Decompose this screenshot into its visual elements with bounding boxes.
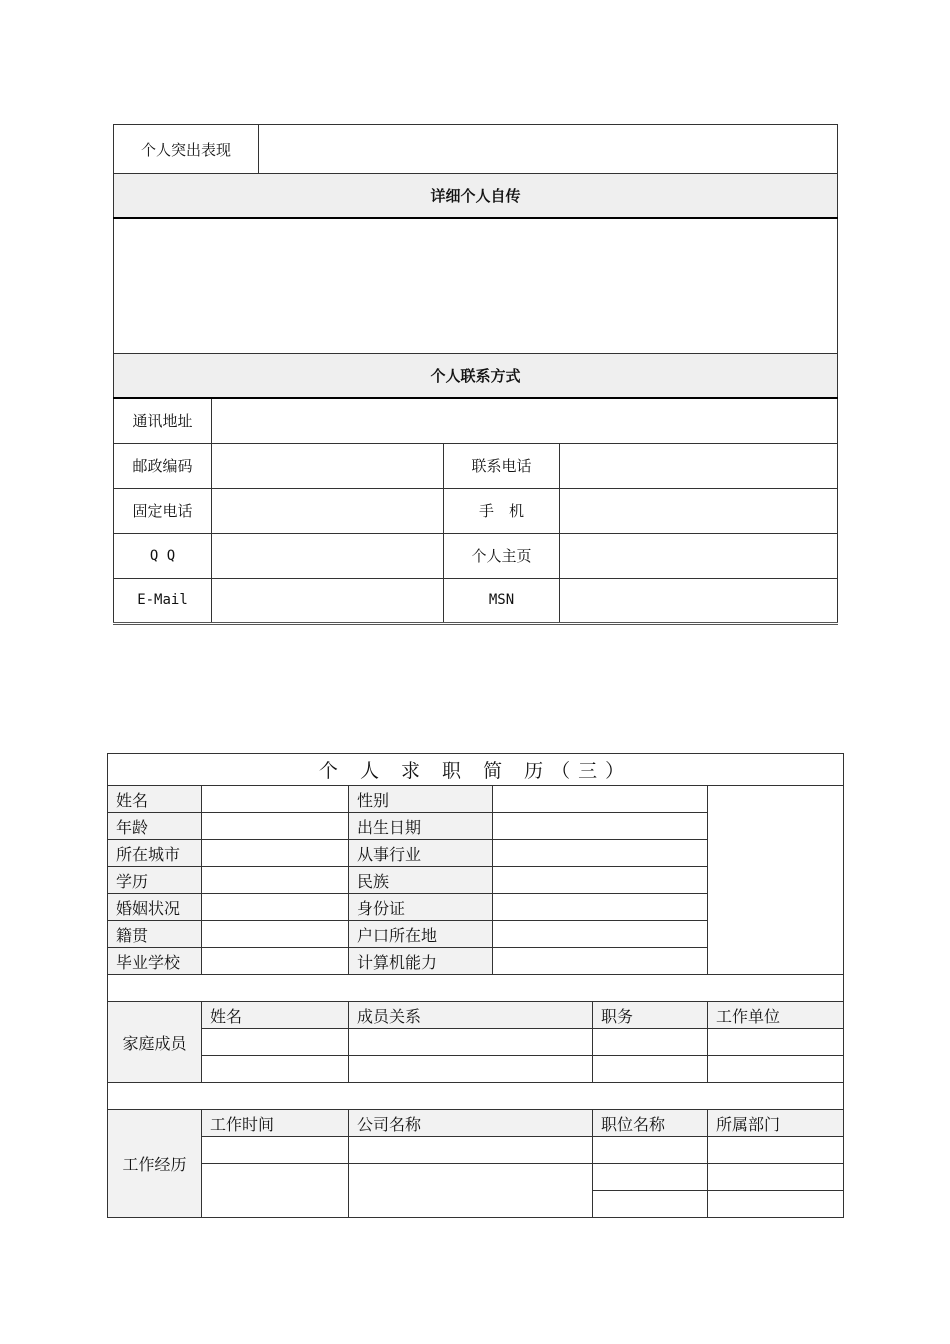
qq-field[interactable] — [212, 533, 444, 578]
id-card-label: 身份证 — [349, 894, 493, 921]
work-department-cell[interactable] — [708, 1164, 844, 1191]
school-label: 毕业学校 — [108, 948, 202, 975]
spacer-row — [108, 1083, 844, 1110]
school-field[interactable] — [202, 948, 349, 975]
family-row — [108, 1029, 844, 1056]
bio-field[interactable] — [114, 218, 838, 354]
work-col-company: 公司名称 — [349, 1110, 593, 1137]
family-col-relation: 成员关系 — [349, 1002, 593, 1029]
landline-label: 固定电话 — [114, 488, 212, 533]
resume-table — [107, 753, 844, 1218]
marital-label: 婚姻状况 — [108, 894, 202, 921]
homepage-label: 个人主页 — [444, 533, 560, 578]
email-label: E-Mail — [114, 578, 212, 623]
work-row — [108, 1164, 844, 1191]
work-department-cell[interactable] — [708, 1137, 844, 1164]
computer-label: 计算机能力 — [349, 948, 493, 975]
work-company-cell[interactable] — [349, 1137, 593, 1164]
phone-field[interactable] — [560, 443, 838, 488]
marital-field[interactable] — [202, 894, 349, 921]
mobile-field[interactable] — [560, 488, 838, 533]
spacer-row — [108, 975, 844, 1002]
contact-form-table — [113, 124, 838, 625]
address-label: 通讯地址 — [114, 398, 212, 443]
highlight-label: 个人突出表现 — [114, 125, 259, 174]
bio-header: 详细个人自传 — [114, 174, 838, 218]
ethnicity-label: 民族 — [349, 867, 493, 894]
family-relation-cell[interactable] — [349, 1029, 593, 1056]
work-period-cell[interactable] — [202, 1164, 349, 1218]
family-relation-cell[interactable] — [349, 1056, 593, 1083]
id-card-field[interactable] — [493, 894, 708, 921]
work-col-department: 所属部门 — [708, 1110, 844, 1137]
age-label: 年龄 — [108, 813, 202, 840]
work-title-cell[interactable] — [593, 1137, 708, 1164]
photo-box[interactable] — [708, 786, 844, 975]
work-label: 工作经历 — [108, 1110, 202, 1218]
landline-field[interactable] — [212, 488, 444, 533]
name-field[interactable] — [202, 786, 349, 813]
city-label: 所在城市 — [108, 840, 202, 867]
gender-field[interactable] — [493, 786, 708, 813]
work-title-cell[interactable] — [593, 1191, 708, 1218]
family-col-position: 职务 — [593, 1002, 708, 1029]
postcode-field[interactable] — [212, 443, 444, 488]
highlight-field[interactable] — [259, 125, 838, 174]
family-name-cell[interactable] — [202, 1056, 349, 1083]
family-col-employer: 工作单位 — [708, 1002, 844, 1029]
education-field[interactable] — [202, 867, 349, 894]
family-row — [108, 1056, 844, 1083]
birthdate-label: 出生日期 — [349, 813, 493, 840]
email-field[interactable] — [212, 578, 444, 623]
msn-field[interactable] — [560, 578, 838, 623]
work-col-period: 工作时间 — [202, 1110, 349, 1137]
work-period-cell[interactable] — [202, 1137, 349, 1164]
phone-label: 联系电话 — [444, 443, 560, 488]
industry-field[interactable] — [493, 840, 708, 867]
family-employer-cell[interactable] — [708, 1056, 844, 1083]
gender-label: 性别 — [349, 786, 493, 813]
family-position-cell[interactable] — [593, 1029, 708, 1056]
work-company-cell[interactable] — [349, 1164, 593, 1218]
hukou-label: 户口所在地 — [349, 921, 493, 948]
mobile-label: 手 机 — [444, 488, 560, 533]
qq-label: Q Q — [114, 533, 212, 578]
family-employer-cell[interactable] — [708, 1029, 844, 1056]
work-row — [108, 1137, 844, 1164]
family-name-cell[interactable] — [202, 1029, 349, 1056]
work-department-cell[interactable] — [708, 1191, 844, 1218]
family-label: 家庭成员 — [108, 1002, 202, 1083]
city-field[interactable] — [202, 840, 349, 867]
work-title-cell[interactable] — [593, 1164, 708, 1191]
birthdate-field[interactable] — [493, 813, 708, 840]
family-position-cell[interactable] — [593, 1056, 708, 1083]
native-place-label: 籍贯 — [108, 921, 202, 948]
postcode-label: 邮政编码 — [114, 443, 212, 488]
age-field[interactable] — [202, 813, 349, 840]
hukou-field[interactable] — [493, 921, 708, 948]
ethnicity-field[interactable] — [493, 867, 708, 894]
computer-field[interactable] — [493, 948, 708, 975]
native-place-field[interactable] — [202, 921, 349, 948]
homepage-field[interactable] — [560, 533, 838, 578]
msn-label: MSN — [444, 578, 560, 623]
work-col-title: 职位名称 — [593, 1110, 708, 1137]
industry-label: 从事行业 — [349, 840, 493, 867]
family-col-name: 姓名 — [202, 1002, 349, 1029]
contact-header: 个人联系方式 — [114, 353, 838, 398]
address-field[interactable] — [212, 398, 838, 443]
name-label: 姓名 — [108, 786, 202, 813]
resume-title: 个 人 求 职 简 历（三） — [108, 754, 844, 786]
education-label: 学历 — [108, 867, 202, 894]
